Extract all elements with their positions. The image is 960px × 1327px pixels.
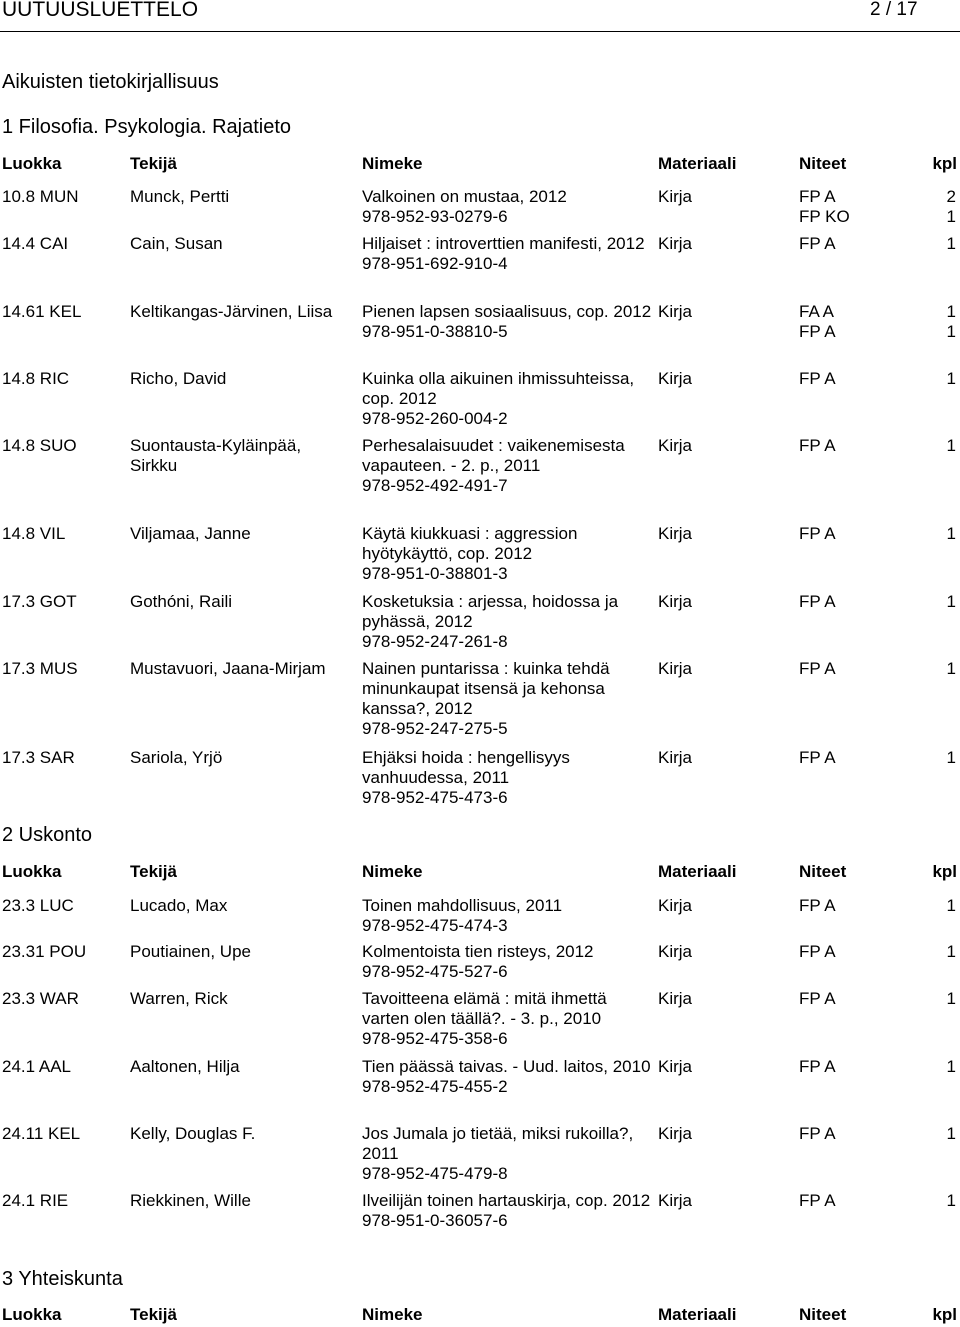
row-isbn: 978-952-475-527-6 xyxy=(362,962,508,981)
row-isbn: 978-952-475-455-2 xyxy=(362,1077,508,1096)
row-nimeke xyxy=(362,302,652,342)
row-title: Kolmentoista tien risteys, 2012 xyxy=(362,942,594,961)
row-title: Valkoinen on mustaa, 2012 xyxy=(362,187,567,206)
row-title: Jos Jumala jo tietää, miksi rukoilla?, 2011 xyxy=(362,1124,634,1163)
row-materiaali: Kirja xyxy=(658,1191,693,1210)
row-niteet xyxy=(799,187,850,227)
row-isbn: 978-952-260-004-2 xyxy=(362,409,508,428)
row-niteet: FP A xyxy=(799,1124,836,1143)
col-materiaali: Materiaali xyxy=(658,862,737,881)
row-nimeke xyxy=(362,942,652,982)
row-nimeke xyxy=(362,436,652,496)
section-title: 1 Filosofia. Psykologia. Rajatieto xyxy=(2,116,292,138)
row-kpl: 1 xyxy=(946,942,956,961)
row-isbn: 978-952-475-479-8 xyxy=(362,1164,508,1183)
row-luokka: 17.3 MUS xyxy=(2,659,78,678)
row-isbn: 978-952-93-0279-6 xyxy=(362,207,508,226)
row-nimeke xyxy=(362,1057,652,1097)
row-materiaali: Kirja xyxy=(658,302,693,321)
col-niteet: Niteet xyxy=(799,862,847,881)
row-luokka: 17.3 SAR xyxy=(2,748,75,767)
catalog-title: UUTUUSLUETTELO xyxy=(2,0,199,21)
row-niteet: FP A xyxy=(799,1191,836,1210)
kpl-value: 1 xyxy=(946,302,956,321)
kpl-value: 1 xyxy=(946,322,956,341)
niteet-value: FA A xyxy=(799,302,834,321)
col-kpl: kpl xyxy=(932,862,957,881)
row-tekija: Riekkinen, Wille xyxy=(130,1191,251,1210)
row-nimeke xyxy=(362,989,652,1049)
row-luokka: 24.11 KEL xyxy=(2,1124,81,1143)
row-luokka: 23.3 WAR xyxy=(2,989,79,1008)
row-title: Nainen puntarissa : kuinka tehdä minunkaupat itsensä ja kehonsa kanssa?, 2012 xyxy=(362,659,610,718)
row-nimeke xyxy=(362,187,652,227)
row-nimeke xyxy=(362,1124,652,1184)
main-heading: Aikuisten tietokirjallisuus xyxy=(2,71,219,93)
row-niteet: FP A xyxy=(799,234,836,253)
row-luokka: 24.1 AAL xyxy=(2,1057,72,1076)
row-niteet xyxy=(799,302,836,342)
row-kpl: 1 xyxy=(946,989,956,1008)
row-tekija: Richo, David xyxy=(130,369,227,388)
row-tekija: Munck, Pertti xyxy=(130,187,230,206)
row-isbn: 978-951-0-38810-5 xyxy=(362,322,508,341)
row-nimeke xyxy=(362,369,652,429)
col-tekija: Tekijä xyxy=(130,154,177,173)
row-materiaali: Kirja xyxy=(658,942,693,961)
row-isbn: 978-951-0-38801-3 xyxy=(362,564,508,583)
row-nimeke xyxy=(362,234,652,274)
row-luokka: 17.3 GOT xyxy=(2,592,77,611)
row-tekija: Keltikangas-Järvinen, Liisa xyxy=(130,302,333,321)
col-materiaali: Materiaali xyxy=(658,1305,737,1324)
row-isbn: 978-951-692-910-4 xyxy=(362,254,508,273)
row-kpl: 1 xyxy=(946,436,956,455)
row-kpl xyxy=(947,187,956,227)
row-luokka: 14.8 RIC xyxy=(2,369,70,388)
col-luokka: Luokka xyxy=(2,1305,62,1324)
row-luokka: 14.8 SUO xyxy=(2,436,77,455)
row-niteet: FP A xyxy=(799,524,836,543)
row-niteet: FP A xyxy=(799,748,836,767)
row-niteet: FP A xyxy=(799,592,836,611)
row-title: Tavoitteena elämä : mitä ihmettä varten olen täällä?. - 3. p., 2010 xyxy=(362,989,607,1028)
row-isbn: 978-952-475-473-6 xyxy=(362,788,508,807)
col-kpl: kpl xyxy=(932,1305,957,1324)
row-isbn: 978-952-475-358-6 xyxy=(362,1029,508,1048)
row-materiaali: Kirja xyxy=(658,1124,693,1143)
row-materiaali: Kirja xyxy=(658,989,693,1008)
row-title: Perhesalaisuudet : vaikenemisesta vapauteen. - 2. p., 2011 xyxy=(362,436,625,475)
row-title: Käytä kiukkuasi : aggression hyötykäyttö, cop. 2012 xyxy=(362,524,578,563)
row-kpl: 1 xyxy=(946,369,956,388)
row-luokka: 14.8 VIL xyxy=(2,524,66,543)
col-tekija: Tekijä xyxy=(130,862,177,881)
row-materiaali: Kirja xyxy=(658,234,693,253)
row-tekija: Cain, Susan xyxy=(130,234,223,253)
row-kpl: 1 xyxy=(946,524,956,543)
row-kpl: 1 xyxy=(946,659,956,678)
col-nimeke: Nimeke xyxy=(362,862,423,881)
row-materiaali: Kirja xyxy=(658,592,693,611)
row-title: Tien päässä taivas. - Uud. laitos, 2010 xyxy=(362,1057,651,1076)
page-number: 2 / 17 xyxy=(870,0,918,20)
row-nimeke xyxy=(362,659,652,739)
row-materiaali: Kirja xyxy=(658,659,693,678)
row-tekija: Suontausta-Kyläinpää, Sirkku xyxy=(130,436,302,475)
row-materiaali: Kirja xyxy=(658,369,693,388)
row-kpl xyxy=(947,302,956,342)
row-title: Hiljaiset : introverttien manifesti, 2012 xyxy=(362,234,645,253)
row-nimeke xyxy=(362,748,652,808)
row-luokka: 14.4 CAI xyxy=(2,234,69,253)
col-luokka: Luokka xyxy=(2,154,62,173)
row-title: Kosketuksia : arjessa, hoidossa ja pyhässä, 2012 xyxy=(362,592,619,631)
row-kpl: 1 xyxy=(946,1124,956,1143)
row-materiaali: Kirja xyxy=(658,436,693,455)
row-title: Ehjäksi hoida : hengellisyys vanhuudessa, 2011 xyxy=(362,748,570,787)
row-isbn: 978-952-475-474-3 xyxy=(362,916,508,935)
kpl-value: 2 xyxy=(946,187,956,206)
row-kpl: 1 xyxy=(946,1057,956,1076)
row-kpl: 1 xyxy=(946,1191,956,1210)
niteet-value: FP A xyxy=(799,187,836,206)
row-tekija: Mustavuori, Jaana-Mirjam xyxy=(130,659,326,678)
row-luokka: 23.31 POU xyxy=(2,942,87,961)
niteet-value: FP KO xyxy=(799,207,850,226)
row-niteet: FP A xyxy=(799,369,836,388)
col-materiaali: Materiaali xyxy=(658,154,737,173)
row-niteet: FP A xyxy=(799,989,836,1008)
kpl-value: 1 xyxy=(946,207,956,226)
row-niteet: FP A xyxy=(799,436,836,455)
row-luokka: 10.8 MUN xyxy=(2,187,79,206)
row-title: Pienen lapsen sosiaalisuus, cop. 2012 xyxy=(362,302,652,321)
row-title: Ilveilijän toinen hartauskirja, cop. 2012 xyxy=(362,1191,651,1210)
row-materiaali: Kirja xyxy=(658,187,693,206)
row-kpl: 1 xyxy=(946,234,956,253)
col-nimeke: Nimeke xyxy=(362,1305,423,1324)
row-niteet: FP A xyxy=(799,659,836,678)
col-tekija: Tekijä xyxy=(130,1305,177,1324)
row-kpl: 1 xyxy=(946,896,956,915)
row-kpl: 1 xyxy=(946,592,956,611)
row-tekija: Kelly, Douglas F. xyxy=(130,1124,256,1143)
section-title: 3 Yhteiskunta xyxy=(2,1268,123,1290)
col-niteet: Niteet xyxy=(799,154,847,173)
row-isbn: 978-951-0-36057-6 xyxy=(362,1211,508,1230)
col-luokka: Luokka xyxy=(2,862,62,881)
row-tekija: Poutiainen, Upe xyxy=(130,942,251,961)
row-niteet: FP A xyxy=(799,1057,836,1076)
col-niteet: Niteet xyxy=(799,1305,847,1324)
row-tekija: Aaltonen, Hilja xyxy=(130,1057,240,1076)
row-tekija: Lucado, Max xyxy=(130,896,228,915)
row-isbn: 978-952-247-261-8 xyxy=(362,632,508,651)
row-luokka: 23.3 LUC xyxy=(2,896,74,915)
row-materiaali: Kirja xyxy=(658,1057,693,1076)
row-niteet: FP A xyxy=(799,896,836,915)
row-title: Toinen mahdollisuus, 2011 xyxy=(362,896,563,915)
niteet-value: FP A xyxy=(799,322,836,341)
row-tekija: Warren, Rick xyxy=(130,989,228,1008)
row-kpl: 1 xyxy=(946,748,956,767)
row-materiaali: Kirja xyxy=(658,524,693,543)
row-nimeke xyxy=(362,896,652,936)
row-nimeke xyxy=(362,1191,652,1231)
section-title: 2 Uskonto xyxy=(2,824,93,846)
row-materiaali: Kirja xyxy=(658,748,693,767)
row-title: Kuinka olla aikuinen ihmissuhteissa, cop. 2012 xyxy=(362,369,635,408)
row-tekija: Viljamaa, Janne xyxy=(130,524,251,543)
row-tekija: Sariola, Yrjö xyxy=(130,748,223,767)
row-niteet: FP A xyxy=(799,942,836,961)
col-kpl: kpl xyxy=(932,154,957,173)
row-luokka: 14.61 KEL xyxy=(2,302,82,321)
row-nimeke xyxy=(362,592,652,652)
row-materiaali: Kirja xyxy=(658,896,693,915)
row-nimeke xyxy=(362,524,652,584)
row-isbn: 978-952-247-275-5 xyxy=(362,719,508,738)
row-tekija: Gothóni, Raili xyxy=(130,592,233,611)
col-nimeke: Nimeke xyxy=(362,154,423,173)
row-luokka: 24.1 RIE xyxy=(2,1191,69,1210)
row-isbn: 978-952-492-491-7 xyxy=(362,476,508,495)
header-divider xyxy=(0,31,960,32)
